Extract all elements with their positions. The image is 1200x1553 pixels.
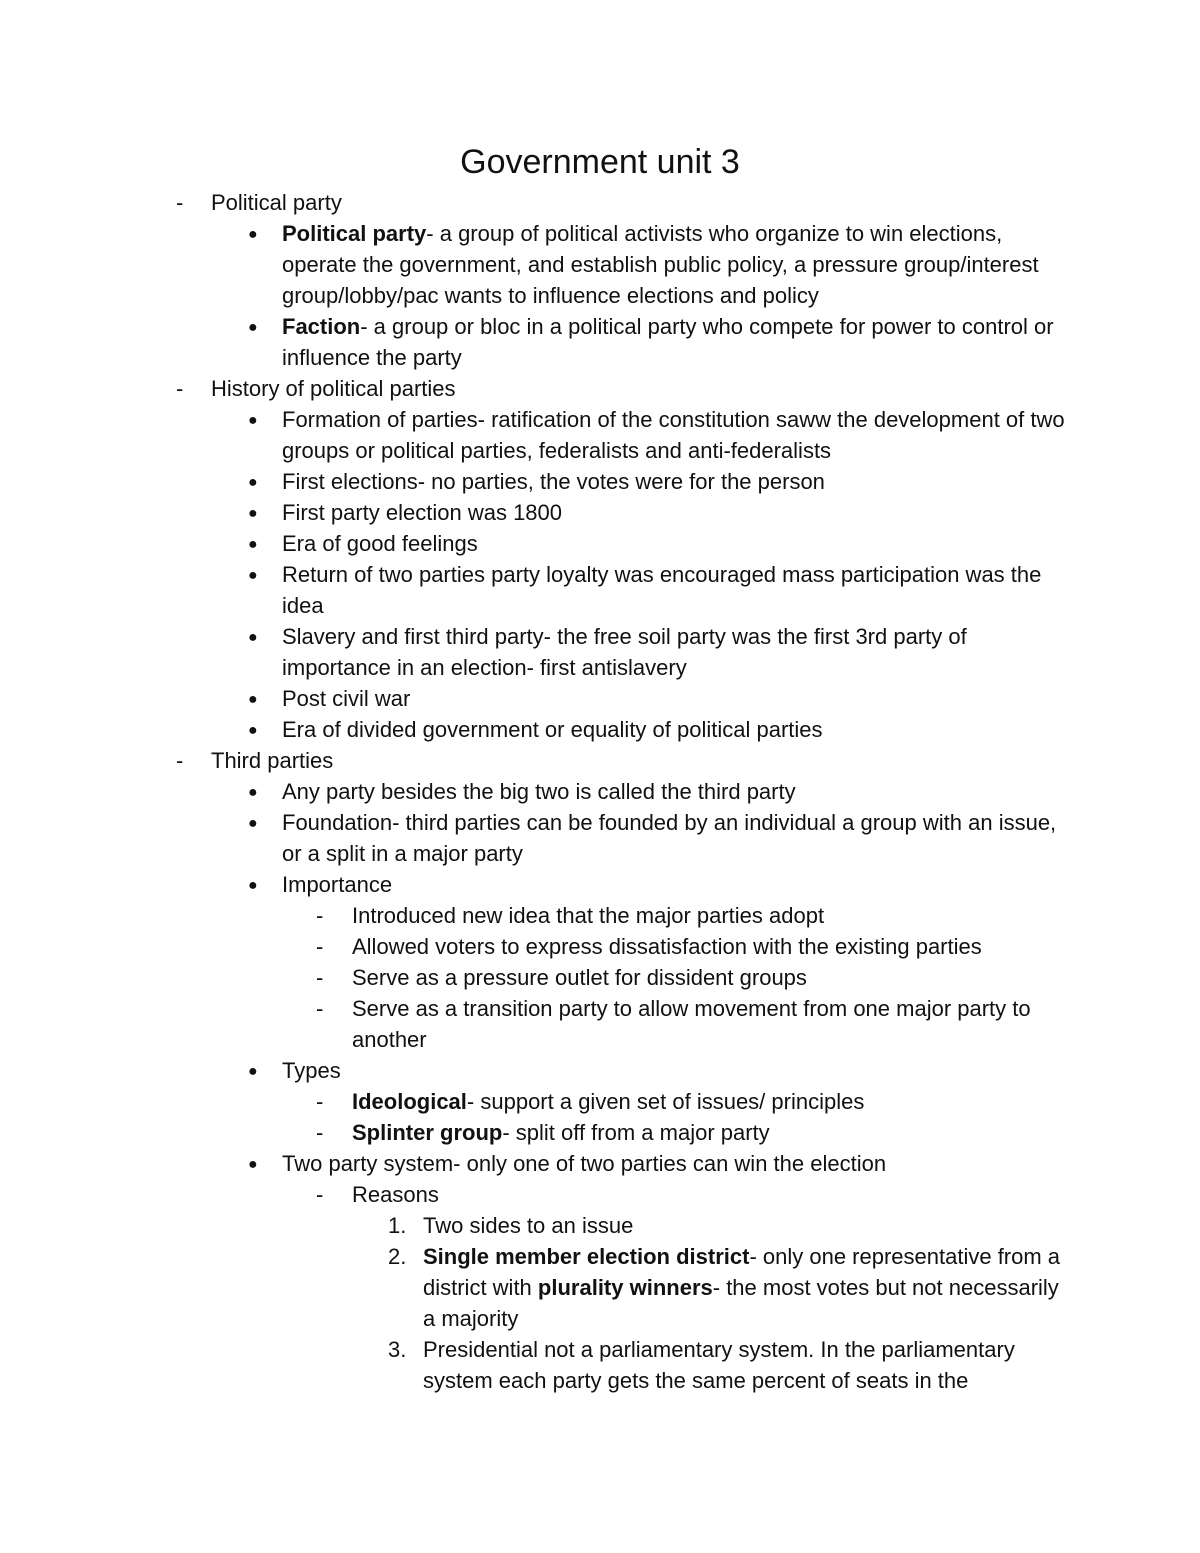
dash-marker: - xyxy=(316,903,324,928)
definition: - a group of political activists who organize to win elections, operate the government, and establish public policy, a pressure group/interest group/lobby/pac wants to influence elections and policy xyxy=(282,221,1039,308)
section-heading: - History of political parties xyxy=(0,373,1200,404)
term: Political party xyxy=(282,221,427,246)
list-item: ● Return of two parties party loyalty was encouraged mass participation was the idea xyxy=(248,562,1042,618)
bullet-icon: ● xyxy=(248,536,258,553)
list-item: ● Types xyxy=(0,1055,1200,1086)
bullet-icon: ● xyxy=(248,877,258,894)
definition: - a group or bloc in a political party who compete for power to control or influence the party xyxy=(282,314,1054,370)
dash-marker: - xyxy=(316,1120,324,1145)
dash-marker: - xyxy=(316,965,324,990)
list-item: ● Any party besides the big two is called the third party xyxy=(0,776,1200,807)
bullet-icon: ● xyxy=(248,691,258,708)
bullet-icon: ● xyxy=(248,412,258,429)
bullet-icon: ● xyxy=(248,784,258,801)
bullet-icon: ● xyxy=(248,226,258,243)
term: Faction xyxy=(282,314,361,339)
document-title: Government unit 3 xyxy=(460,143,740,181)
term: Splinter group xyxy=(352,1120,503,1145)
list-item: ● Importance xyxy=(0,869,1200,900)
term: plurality winners xyxy=(537,1275,713,1300)
list-item: ● Era of good feelings xyxy=(0,528,1200,559)
definition: - split off from a major party xyxy=(502,1120,770,1145)
sub-list-item: - Serve as a transition party to allow movement from one major party to another xyxy=(0,993,1200,1055)
sub-list-item: - Reasons xyxy=(0,1179,1200,1210)
definition: - support a given set of issues/ principles xyxy=(466,1089,865,1114)
sub-list-item: - Serve as a pressure outlet for dissident groups xyxy=(0,962,1200,993)
section-heading: - Political party xyxy=(0,187,1200,218)
term: Single member election district xyxy=(423,1244,750,1269)
list-item: ● Formation of parties- ratification of the constitution saww the development of two groups or political parties, federalists and anti-federalists xyxy=(248,407,1065,463)
bullet-icon: ● xyxy=(248,1063,258,1080)
section-heading: - Third parties xyxy=(0,745,1200,776)
definition: - only one representative from a district with xyxy=(423,1244,1061,1300)
dash-marker: - xyxy=(176,190,184,215)
bullet-icon: ● xyxy=(248,474,258,491)
bullet-icon: ● xyxy=(248,815,258,832)
list-item: ● Era of divided government or equality of political parties xyxy=(0,714,1200,745)
bullet-icon: ● xyxy=(248,722,258,739)
numbered-item xyxy=(0,1241,1200,1334)
sub-list-item xyxy=(0,1117,1200,1148)
list-item: ● First party election was 1800 xyxy=(0,497,1200,528)
sub-list-item: - Introduced new idea that the major parties adopt xyxy=(0,900,1200,931)
dash-marker: - xyxy=(176,748,184,773)
dash-marker: - xyxy=(316,1089,324,1114)
bullet-icon: ● xyxy=(248,319,258,336)
list-item: ● Slavery and first third party- the free soil party was the first 3rd party of importance in an election- first antislavery xyxy=(248,624,967,680)
dash-marker: - xyxy=(316,1182,324,1207)
bullet-icon: ● xyxy=(248,567,258,584)
item-number: 3. xyxy=(388,1337,407,1362)
definition: - the most votes but not necessarily a majority xyxy=(423,1275,1059,1331)
numbered-item: 1. Two sides to an issue xyxy=(0,1210,1200,1241)
bullet-icon: ● xyxy=(248,629,258,646)
sub-list-item xyxy=(0,1086,1200,1117)
bullet-icon: ● xyxy=(248,1156,258,1173)
list-item: ● Foundation- third parties can be founded by an individual a group with an issue, or a split in a major party xyxy=(248,810,1057,866)
list-item xyxy=(0,311,1200,373)
list-item: ● Post civil war xyxy=(0,683,1200,714)
document-body xyxy=(0,187,1200,1396)
list-item xyxy=(0,218,1200,311)
bullet-icon: ● xyxy=(248,505,258,522)
numbered-item: 3. Presidential not a parliamentary system. In the parliamentary system each party gets the same percent of seats in the xyxy=(0,1334,1200,1396)
term: Ideological xyxy=(352,1089,467,1114)
dash-marker: - xyxy=(316,934,324,959)
sub-list-item: - Allowed voters to express dissatisfaction with the existing parties xyxy=(0,931,1200,962)
list-item: ● Two party system- only one of two parties can win the election xyxy=(0,1148,1200,1179)
item-number: 2. xyxy=(388,1244,407,1269)
dash-marker: - xyxy=(316,996,324,1021)
dash-marker: - xyxy=(176,376,184,401)
item-number: 1. xyxy=(388,1213,407,1238)
list-item: ● First elections- no parties, the votes were for the person xyxy=(0,466,1200,497)
